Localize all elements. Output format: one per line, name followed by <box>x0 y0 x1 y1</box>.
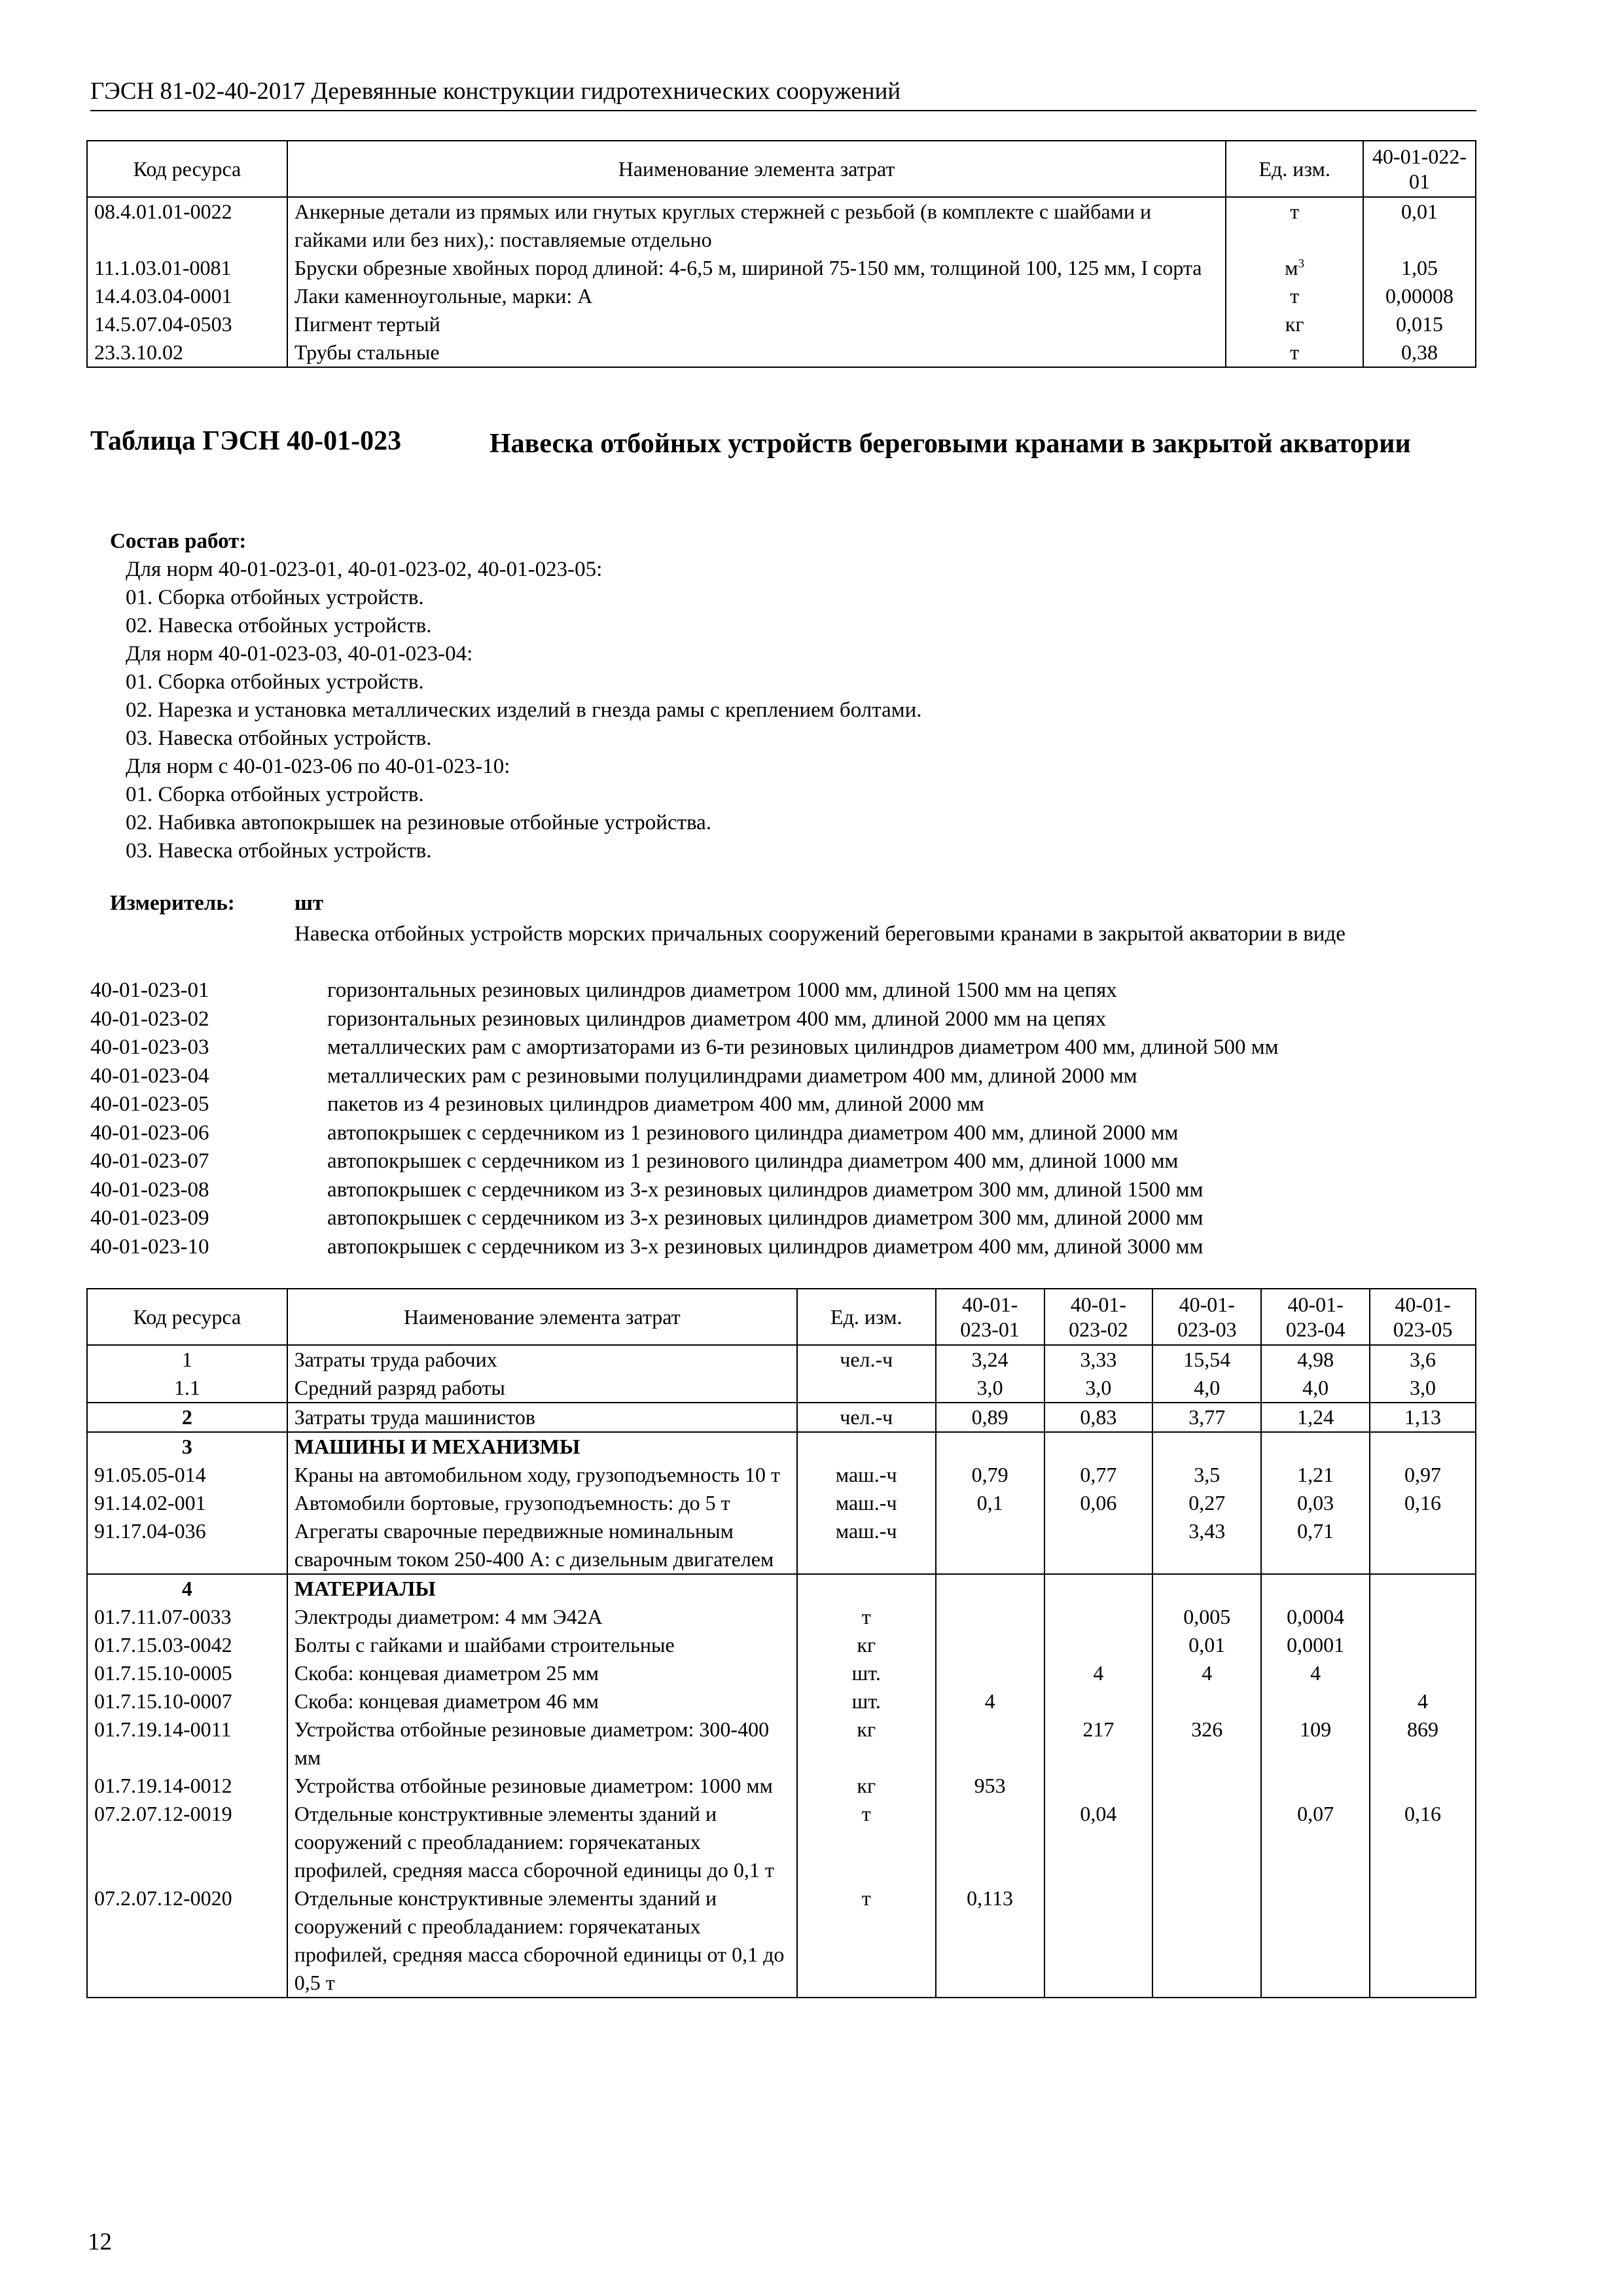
resource-value <box>936 1574 1044 1603</box>
resource-value: 217 <box>1044 1715 1153 1772</box>
resource-value: 3,77 <box>1152 1403 1261 1432</box>
resource-unit: шт. <box>797 1687 936 1715</box>
resource-value: 0,89 <box>936 1403 1044 1432</box>
resource-unit <box>1226 282 1363 310</box>
resource-unit: т <box>797 1603 936 1631</box>
resource-code: 01.7.15.03-0042 <box>87 1631 287 1659</box>
unit-text: т <box>1290 284 1300 308</box>
composition-line: 03. Навеска отбойных устройств. <box>126 839 432 863</box>
resource-value <box>1044 1432 1153 1461</box>
table-row <box>87 1461 1476 1489</box>
composition-line: 02. Навеска отбойных устройств. <box>126 614 432 637</box>
resource-value: 4 <box>1044 1659 1153 1687</box>
table-row <box>87 1772 1476 1800</box>
resource-value: 3,0 <box>936 1374 1044 1403</box>
norm-code: 40-01-023-02 <box>90 1007 209 1031</box>
resource-value <box>1152 1800 1261 1884</box>
resource-code: 14.5.07.04-0503 <box>87 310 287 338</box>
resource-value: 15,54 <box>1152 1345 1261 1374</box>
th-norm-column: 40-01-023-03 <box>1152 1289 1261 1345</box>
norm-description: автопокрышек с сердечником из 1 резинового цилиндра диаметром 400 мм, длиной 1000 мм <box>327 1149 1179 1173</box>
resource-value: 4 <box>936 1687 1044 1715</box>
table-row <box>87 1345 1476 1374</box>
th-unit: Ед. изм. <box>797 1289 936 1345</box>
resource-value: 0,1 <box>936 1489 1044 1517</box>
resource-name: Скоба: концевая диаметром 25 мм <box>287 1659 797 1687</box>
norm-code: 40-01-023-10 <box>90 1234 209 1259</box>
meter-unit: шт <box>294 891 324 915</box>
resource-value: 3,24 <box>936 1345 1044 1374</box>
resource-value: 1,05 <box>1363 254 1476 282</box>
resource-value: 0,0004 <box>1261 1603 1370 1631</box>
resource-name: Автомобили бортовые, грузоподъемность: до 5 т <box>287 1489 797 1517</box>
resource-code: 3 <box>87 1432 287 1461</box>
resource-code: 08.4.01.01-0022 <box>87 197 287 254</box>
th-code: Код ресурса <box>87 141 287 197</box>
norm-description: автопокрышек с сердечником из 3-х резиновых цилиндров диаметром 400 мм, длиной 3000 мм <box>327 1234 1204 1259</box>
resource-value: 0,01 <box>1363 197 1476 254</box>
th-norm-column: 40-01-023-04 <box>1261 1289 1370 1345</box>
resource-name: Анкерные детали из прямых или гнутых круглых стержней с резьбой (в комплекте с шайбами и гайками или без них),: поставляемые отдельно <box>287 197 1226 254</box>
resource-unit: т <box>797 1884 936 1998</box>
resource-name: Отдельные конструктивные элементы зданий и сооружений с преобладанием: горячекатаных профилей, средняя масса сборочной единицы до 0,1 т <box>287 1800 797 1884</box>
resource-value: 869 <box>1370 1715 1476 1772</box>
resource-name: Болты с гайками и шайбами строительные <box>287 1631 797 1659</box>
resource-value: 1,24 <box>1261 1403 1370 1432</box>
resource-value <box>1370 1574 1476 1603</box>
norm-description: пакетов из 4 резиновых цилиндров диаметром 400 мм, длиной 2000 мм <box>327 1092 984 1116</box>
resource-name: Электроды диаметром: 4 мм Э42А <box>287 1603 797 1631</box>
resource-value: 4 <box>1261 1659 1370 1687</box>
resource-value: 3,43 <box>1152 1517 1261 1574</box>
resource-code: 11.1.03.01-0081 <box>87 254 287 282</box>
resource-unit: шт. <box>797 1659 936 1687</box>
resource-code: 01.7.15.10-0007 <box>87 1687 287 1715</box>
resource-value <box>936 1659 1044 1687</box>
composition-line: 01. Сборка отбойных устройств. <box>126 670 424 694</box>
th-name: Наименование элемента затрат <box>287 1289 797 1345</box>
composition-line: Для норм 40-01-023-03, 40-01-023-04: <box>126 642 473 666</box>
resource-value <box>936 1603 1044 1631</box>
composition-line: 01. Сборка отбойных устройств. <box>126 783 424 806</box>
norm-description: автопокрышек с сердечником из 3-х резиновых цилиндров диаметром 300 мм, длиной 1500 мм <box>327 1177 1204 1202</box>
resource-value <box>1370 1659 1476 1687</box>
resource-value <box>1261 1884 1370 1998</box>
resource-value <box>1152 1687 1261 1715</box>
resource-unit <box>1226 310 1363 338</box>
resource-value <box>936 1517 1044 1574</box>
composition-line: 02. Набивка автопокрышек на резиновые отбойные устройства. <box>126 811 712 834</box>
table-row <box>87 1800 1476 1884</box>
resource-value: 0,16 <box>1370 1489 1476 1517</box>
table-resources-022 <box>86 140 1476 368</box>
resource-value: 0,06 <box>1044 1489 1153 1517</box>
resource-value <box>1370 1772 1476 1800</box>
resource-value: 0,03 <box>1261 1489 1370 1517</box>
norm-code: 40-01-023-04 <box>90 1064 209 1088</box>
table-row <box>87 1517 1476 1574</box>
page-number: 12 <box>88 2229 112 2255</box>
table-row <box>87 1374 1476 1403</box>
resource-value <box>1152 1884 1261 1998</box>
resource-value <box>1044 1631 1153 1659</box>
norm-code: 40-01-023-07 <box>90 1149 209 1173</box>
resource-value <box>1370 1603 1476 1631</box>
resource-value: 4 <box>1152 1659 1261 1687</box>
resource-value <box>1261 1772 1370 1800</box>
table-row <box>87 254 1476 282</box>
resource-name: Устройства отбойные резиновые диаметром: 300-400 мм <box>287 1715 797 1772</box>
resource-value: 3,33 <box>1044 1345 1153 1374</box>
resource-value <box>1044 1517 1153 1574</box>
resource-unit: кг <box>797 1772 936 1800</box>
resource-value: 0,16 <box>1370 1800 1476 1884</box>
resource-value <box>1370 1884 1476 1998</box>
resource-code: 01.7.11.07-0033 <box>87 1603 287 1631</box>
resource-value: 4 <box>1370 1687 1476 1715</box>
resource-code: 1 <box>87 1345 287 1374</box>
resource-value <box>1044 1574 1153 1603</box>
resource-value: 0,00008 <box>1363 282 1476 310</box>
resource-value: 0,04 <box>1044 1800 1153 1884</box>
resource-unit <box>1226 338 1363 367</box>
header-rule <box>90 110 1476 111</box>
resource-value <box>1370 1432 1476 1461</box>
resource-name: МАТЕРИАЛЫ <box>287 1574 797 1603</box>
unit-text: м <box>1285 256 1298 279</box>
resource-value <box>936 1432 1044 1461</box>
unit-text: т <box>1290 200 1300 223</box>
th-unit: Ед. изм. <box>1226 141 1363 197</box>
resource-unit: маш.-ч <box>797 1461 936 1489</box>
norm-code: 40-01-023-05 <box>90 1092 209 1116</box>
norm-code: 40-01-023-03 <box>90 1035 209 1059</box>
table-row <box>87 1403 1476 1432</box>
resource-value: 3,0 <box>1044 1374 1153 1403</box>
resource-value: 0,97 <box>1370 1461 1476 1489</box>
resource-value <box>1044 1687 1153 1715</box>
resource-unit: кг <box>797 1631 936 1659</box>
composition-line: 03. Навеска отбойных устройств. <box>126 726 432 750</box>
resource-unit <box>1226 197 1363 254</box>
resource-code: 14.4.03.04-0001 <box>87 282 287 310</box>
table-row <box>87 338 1476 367</box>
resource-value: 326 <box>1152 1715 1261 1772</box>
resource-value <box>1152 1772 1261 1800</box>
resource-code: 07.2.07.12-0020 <box>87 1884 287 1998</box>
resource-unit <box>1226 254 1363 282</box>
norm-code: 40-01-023-09 <box>90 1206 209 1230</box>
norm-code: 40-01-023-08 <box>90 1177 209 1202</box>
meter-label: Измеритель: <box>110 891 235 915</box>
resource-code: 01.7.19.14-0012 <box>87 1772 287 1800</box>
table-row <box>87 1659 1476 1687</box>
norm-code: 40-01-023-06 <box>90 1121 209 1145</box>
resource-name: Краны на автомобильном ходу, грузоподъемность 10 т <box>287 1461 797 1489</box>
resource-value <box>1044 1772 1153 1800</box>
table-row <box>87 1432 1476 1461</box>
resource-value <box>936 1800 1044 1884</box>
resource-unit <box>797 1374 936 1403</box>
resource-name: Отдельные конструктивные элементы зданий и сооружений с преобладанием: горячекатаных профилей, средняя масса сборочной единицы от 0,1 до 0,5 т <box>287 1884 797 1998</box>
th-name: Наименование элемента затрат <box>287 141 1226 197</box>
resource-unit: маш.-ч <box>797 1517 936 1574</box>
composition-line: 02. Нарезка и установка металлических изделий в гнезда рамы с креплением болтами. <box>126 698 922 722</box>
resource-code: 91.17.04-036 <box>87 1517 287 1574</box>
resource-value: 1,21 <box>1261 1461 1370 1489</box>
th-code: Код ресурса <box>87 1289 287 1345</box>
resource-name: Трубы стальные <box>287 338 1226 367</box>
resource-value: 0,83 <box>1044 1403 1153 1432</box>
composition-line: Для норм 40-01-023-01, 40-01-023-02, 40-01-023-05: <box>126 558 603 581</box>
table-row <box>87 1687 1476 1715</box>
resource-value: 109 <box>1261 1715 1370 1772</box>
resource-name: Затраты труда рабочих <box>287 1345 797 1374</box>
table-row <box>87 1715 1476 1772</box>
norm-description: автопокрышек с сердечником из 1 резинового цилиндра диаметром 400 мм, длиной 2000 мм <box>327 1121 1179 1145</box>
resource-value <box>1261 1574 1370 1603</box>
unit-text: кг <box>1285 312 1304 336</box>
resource-name: Бруски обрезные хвойных пород длиной: 4-6,5 м, шириной 75-150 мм, толщиной 100, 125 мм, I сорта <box>287 254 1226 282</box>
th-norm-column: 40-01-023-01 <box>936 1289 1044 1345</box>
resource-value: 1,13 <box>1370 1403 1476 1432</box>
resource-value <box>1261 1432 1370 1461</box>
resource-value: 0,113 <box>936 1884 1044 1998</box>
resource-value: 4,0 <box>1152 1374 1261 1403</box>
resource-code: 4 <box>87 1574 287 1603</box>
th-norm-column: 40-01-023-05 <box>1370 1289 1476 1345</box>
resource-value <box>936 1631 1044 1659</box>
table-row <box>87 1631 1476 1659</box>
th-norm-column: 40-01-023-02 <box>1044 1289 1153 1345</box>
norm-description: горизонтальных резиновых цилиндров диаметром 400 мм, длиной 2000 мм на цепях <box>327 1007 1107 1031</box>
resource-value: 0,27 <box>1152 1489 1261 1517</box>
th-col: 40-01-022-01 <box>1363 141 1476 197</box>
resource-name: Устройства отбойные резиновые диаметром: 1000 мм <box>287 1772 797 1800</box>
resource-value: 3,6 <box>1370 1345 1476 1374</box>
resource-value <box>1261 1687 1370 1715</box>
resource-code: 01.7.15.10-0005 <box>87 1659 287 1687</box>
norm-description: горизонтальных резиновых цилиндров диаметром 1000 мм, длиной 1500 мм на цепях <box>327 978 1117 1002</box>
resource-value <box>1044 1884 1153 1998</box>
table-norms-023 <box>86 1288 1476 1998</box>
table-label: Таблица ГЭСН 40-01-023 <box>90 426 402 456</box>
resource-unit: маш.-ч <box>797 1489 936 1517</box>
resource-value: 4,98 <box>1261 1345 1370 1374</box>
resource-value: 0,79 <box>936 1461 1044 1489</box>
resource-code: 07.2.07.12-0019 <box>87 1800 287 1884</box>
table-title: Навеска отбойных устройств береговыми кранами в закрытой акватории <box>490 429 1411 459</box>
work-composition <box>110 528 922 865</box>
norm-description: металлических рам с резиновыми полуцилиндрами диаметром 400 мм, длиной 2000 мм <box>327 1064 1137 1088</box>
resource-name: Затраты труда машинистов <box>287 1403 797 1432</box>
resource-value: 4,0 <box>1261 1374 1370 1403</box>
table-row <box>87 310 1476 338</box>
resource-unit: чел.-ч <box>797 1345 936 1374</box>
resource-value: 0,77 <box>1044 1461 1153 1489</box>
resource-value: 3,5 <box>1152 1461 1261 1489</box>
table-row <box>87 197 1476 254</box>
norm-description: автопокрышек с сердечником из 3-х резиновых цилиндров диаметром 300 мм, длиной 2000 мм <box>327 1206 1204 1230</box>
resource-value: 0,38 <box>1363 338 1476 367</box>
resource-value <box>1044 1603 1153 1631</box>
composition-line: 01. Сборка отбойных устройств. <box>126 586 424 609</box>
resource-value: 0,015 <box>1363 310 1476 338</box>
running-header: ГЭСН 81-02-40-2017 Деревянные конструкции гидротехнических сооружений <box>90 78 901 105</box>
resource-name: МАШИНЫ И МЕХАНИЗМЫ <box>287 1432 797 1461</box>
resource-value <box>1370 1517 1476 1574</box>
composition-line: Для норм с 40-01-023-06 по 40-01-023-10: <box>126 755 510 778</box>
resource-value <box>936 1715 1044 1772</box>
resource-value <box>1370 1631 1476 1659</box>
resource-code: 23.3.10.02 <box>87 338 287 367</box>
resource-unit: т <box>797 1800 936 1884</box>
resource-code: 1.1 <box>87 1374 287 1403</box>
table-row <box>87 1489 1476 1517</box>
resource-name: Лаки каменноугольные, марки: А <box>287 282 1226 310</box>
resource-value: 0,07 <box>1261 1800 1370 1884</box>
resource-value: 0,0001 <box>1261 1631 1370 1659</box>
norm-description: металлических рам с амортизаторами из 6-ти резиновых цилиндров диаметром 400 мм, длиной 500 мм <box>327 1035 1279 1059</box>
table-row <box>87 282 1476 310</box>
resource-value: 3,0 <box>1370 1374 1476 1403</box>
resource-code: 01.7.19.14-0011 <box>87 1715 287 1772</box>
resource-name: Скоба: концевая диаметром 46 мм <box>287 1687 797 1715</box>
resource-unit: кг <box>797 1715 936 1772</box>
resource-value: 0,71 <box>1261 1517 1370 1574</box>
norm-code: 40-01-023-01 <box>90 978 209 1002</box>
resource-code: 2 <box>87 1403 287 1432</box>
table-row <box>87 1603 1476 1631</box>
resource-unit: чел.-ч <box>797 1403 936 1432</box>
meter-description: Навеска отбойных устройств морских причальных сооружений береговыми кранами в закрытой акватории в виде <box>294 922 1346 946</box>
unit-exponent: 3 <box>1298 257 1305 271</box>
resource-value: 0,005 <box>1152 1603 1261 1631</box>
resource-code: 91.14.02-001 <box>87 1489 287 1517</box>
resource-value <box>1152 1432 1261 1461</box>
resource-value <box>1152 1574 1261 1603</box>
table-row <box>87 1574 1476 1603</box>
resource-unit <box>797 1432 936 1461</box>
resource-name: Средний разряд работы <box>287 1374 797 1403</box>
resource-name: Агрегаты сварочные передвижные номинальным сварочным током 250-400 А: с дизельным двигателем <box>287 1517 797 1574</box>
unit-text: т <box>1290 340 1300 364</box>
resource-value: 0,01 <box>1152 1631 1261 1659</box>
composition-heading: Состав работ: <box>110 529 247 553</box>
table-row <box>87 1884 1476 1998</box>
resource-name: Пигмент тертый <box>287 310 1226 338</box>
resource-code: 91.05.05-014 <box>87 1461 287 1489</box>
resource-unit <box>797 1574 936 1603</box>
resource-value: 953 <box>936 1772 1044 1800</box>
